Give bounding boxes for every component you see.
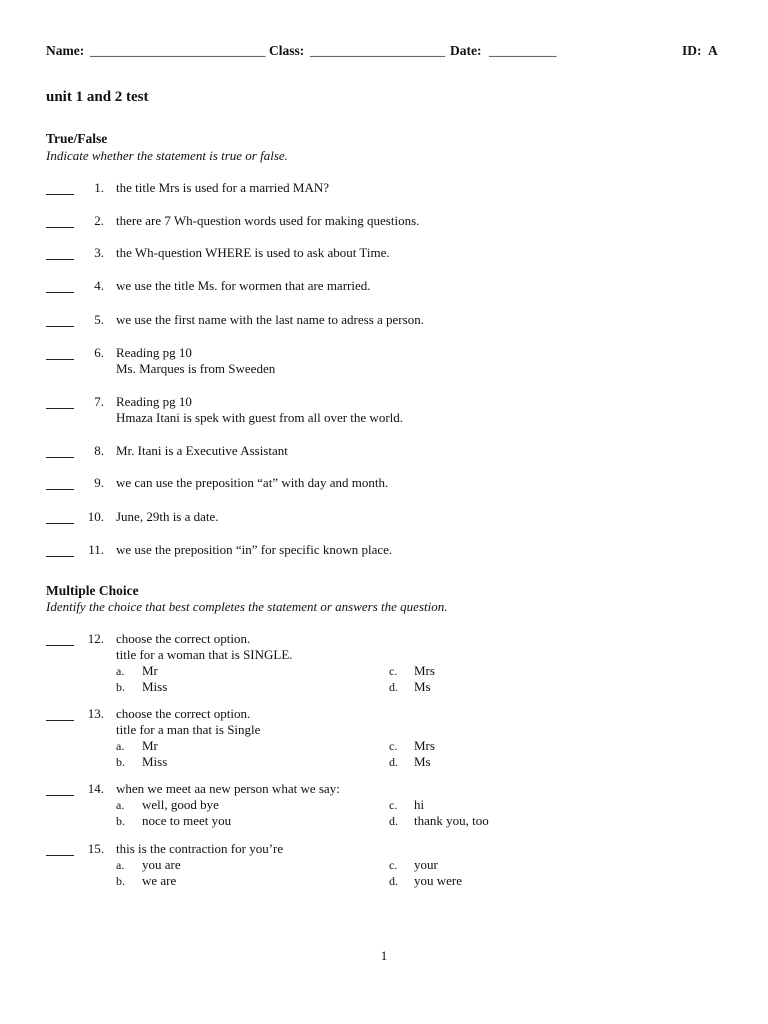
answer-blank[interactable] (46, 292, 74, 293)
tf-instruction: Indicate whether the statement is true or false. (46, 148, 288, 163)
answer-blank[interactable] (46, 259, 74, 260)
option-text[interactable]: Mr (142, 738, 158, 753)
question-text: when we meet aa new person what we say: (116, 781, 340, 796)
answer-blank[interactable] (46, 720, 74, 721)
question-text: we use the preposition “in” for specific known place. (116, 542, 393, 557)
class-label: Class: (269, 43, 305, 58)
question-number: 8. (94, 443, 104, 458)
option-letter: b. (116, 755, 125, 769)
name-label: Name: (46, 43, 85, 58)
question-number: 12. (87, 631, 104, 646)
question-text: Reading pg 10 (116, 394, 192, 409)
mc-heading: Multiple Choice (46, 583, 139, 598)
option-letter: a. (116, 858, 125, 872)
option-letter: b. (116, 874, 125, 888)
option-text[interactable]: Miss (142, 679, 168, 694)
answer-blank[interactable] (46, 194, 74, 195)
question-number: 1. (94, 180, 104, 195)
question-text: choose the correct option. (116, 706, 251, 721)
answer-blank[interactable] (46, 523, 74, 524)
question-text: we use the title Ms. for wormen that are married. (116, 278, 371, 293)
question-number: 11. (88, 542, 104, 557)
option-text[interactable]: Mr (142, 663, 158, 678)
option-text[interactable]: Ms (414, 679, 431, 694)
option-text[interactable]: your (414, 857, 438, 872)
question-text: Reading pg 10 (116, 345, 192, 360)
id-value: A (708, 43, 718, 58)
option-letter: c. (389, 798, 398, 812)
name-blank[interactable]: __________________________ (90, 43, 266, 58)
option-text[interactable]: hi (414, 797, 425, 812)
answer-blank[interactable] (46, 489, 74, 490)
question-number: 15. (87, 841, 104, 856)
question-number: 3. (94, 245, 104, 260)
option-letter: c. (389, 739, 398, 753)
option-letter: c. (389, 858, 398, 872)
option-letter: b. (116, 680, 125, 694)
answer-blank[interactable] (46, 227, 74, 228)
option-letter: a. (116, 798, 125, 812)
test-title: unit 1 and 2 test (46, 89, 149, 105)
answer-blank[interactable] (46, 359, 74, 360)
question-text: we use the first name with the last name to adress a person. (116, 312, 424, 327)
page-number: 1 (380, 948, 388, 963)
question-text: this is the contraction for you’re (116, 841, 284, 856)
id-label: ID: (682, 43, 702, 58)
option-text[interactable]: Mrs (414, 738, 435, 753)
question-number: 13. (87, 706, 104, 721)
date-label: Date: (450, 43, 482, 58)
question-number: 7. (94, 394, 104, 409)
answer-blank[interactable] (46, 645, 74, 646)
answer-blank[interactable] (46, 408, 74, 409)
tf-heading: True/False (46, 131, 108, 146)
question-number: 10. (87, 509, 104, 524)
question-number: 2. (94, 213, 104, 228)
mc-instruction: Identify the choice that best completes the statement or answers the question. (46, 599, 448, 614)
answer-blank[interactable] (46, 795, 74, 796)
option-letter: d. (389, 755, 398, 769)
question-text: Hmaza Itani is spek with guest from all over the world. (116, 410, 404, 425)
answer-blank[interactable] (46, 326, 74, 327)
option-text[interactable]: you are (142, 857, 181, 872)
option-text[interactable]: you were (414, 873, 463, 888)
option-letter: d. (389, 874, 398, 888)
class-blank[interactable]: ____________________ (310, 43, 445, 58)
answer-blank[interactable] (46, 855, 74, 856)
option-letter: a. (116, 664, 125, 678)
date-blank[interactable]: __________ (489, 43, 557, 58)
question-text: title for a woman that is SINGLE. (116, 647, 293, 662)
question-number: 6. (94, 345, 104, 360)
answer-blank[interactable] (46, 457, 74, 458)
option-text[interactable]: noce to meet you (142, 813, 232, 828)
option-letter: b. (116, 814, 125, 828)
option-text[interactable]: Ms (414, 754, 431, 769)
question-text: title for a man that is Single (116, 722, 261, 737)
question-text: we can use the preposition “at” with day and month. (116, 475, 389, 490)
option-text[interactable]: we are (142, 873, 177, 888)
question-text: the Wh-question WHERE is used to ask about Time. (116, 245, 390, 260)
option-letter: d. (389, 680, 398, 694)
option-letter: d. (389, 814, 398, 828)
question-number: 14. (87, 781, 104, 796)
option-letter: a. (116, 739, 125, 753)
question-text: there are 7 Wh-question words used for making questions. (116, 213, 420, 228)
option-text[interactable]: Mrs (414, 663, 435, 678)
option-letter: c. (389, 664, 398, 678)
question-number: 5. (94, 312, 104, 327)
question-number: 4. (94, 278, 104, 293)
question-text: June, 29th is a date. (116, 509, 219, 524)
option-text[interactable]: Miss (142, 754, 168, 769)
question-text: the title Mrs is used for a married MAN? (116, 180, 330, 195)
option-text[interactable]: well, good bye (142, 797, 219, 812)
question-text: Mr. Itani is a Executive Assistant (116, 443, 288, 458)
question-number: 9. (94, 475, 104, 490)
question-text: Ms. Marques is from Sweeden (116, 361, 276, 376)
answer-blank[interactable] (46, 556, 74, 557)
question-text: choose the correct option. (116, 631, 251, 646)
option-text[interactable]: thank you, too (414, 813, 489, 828)
